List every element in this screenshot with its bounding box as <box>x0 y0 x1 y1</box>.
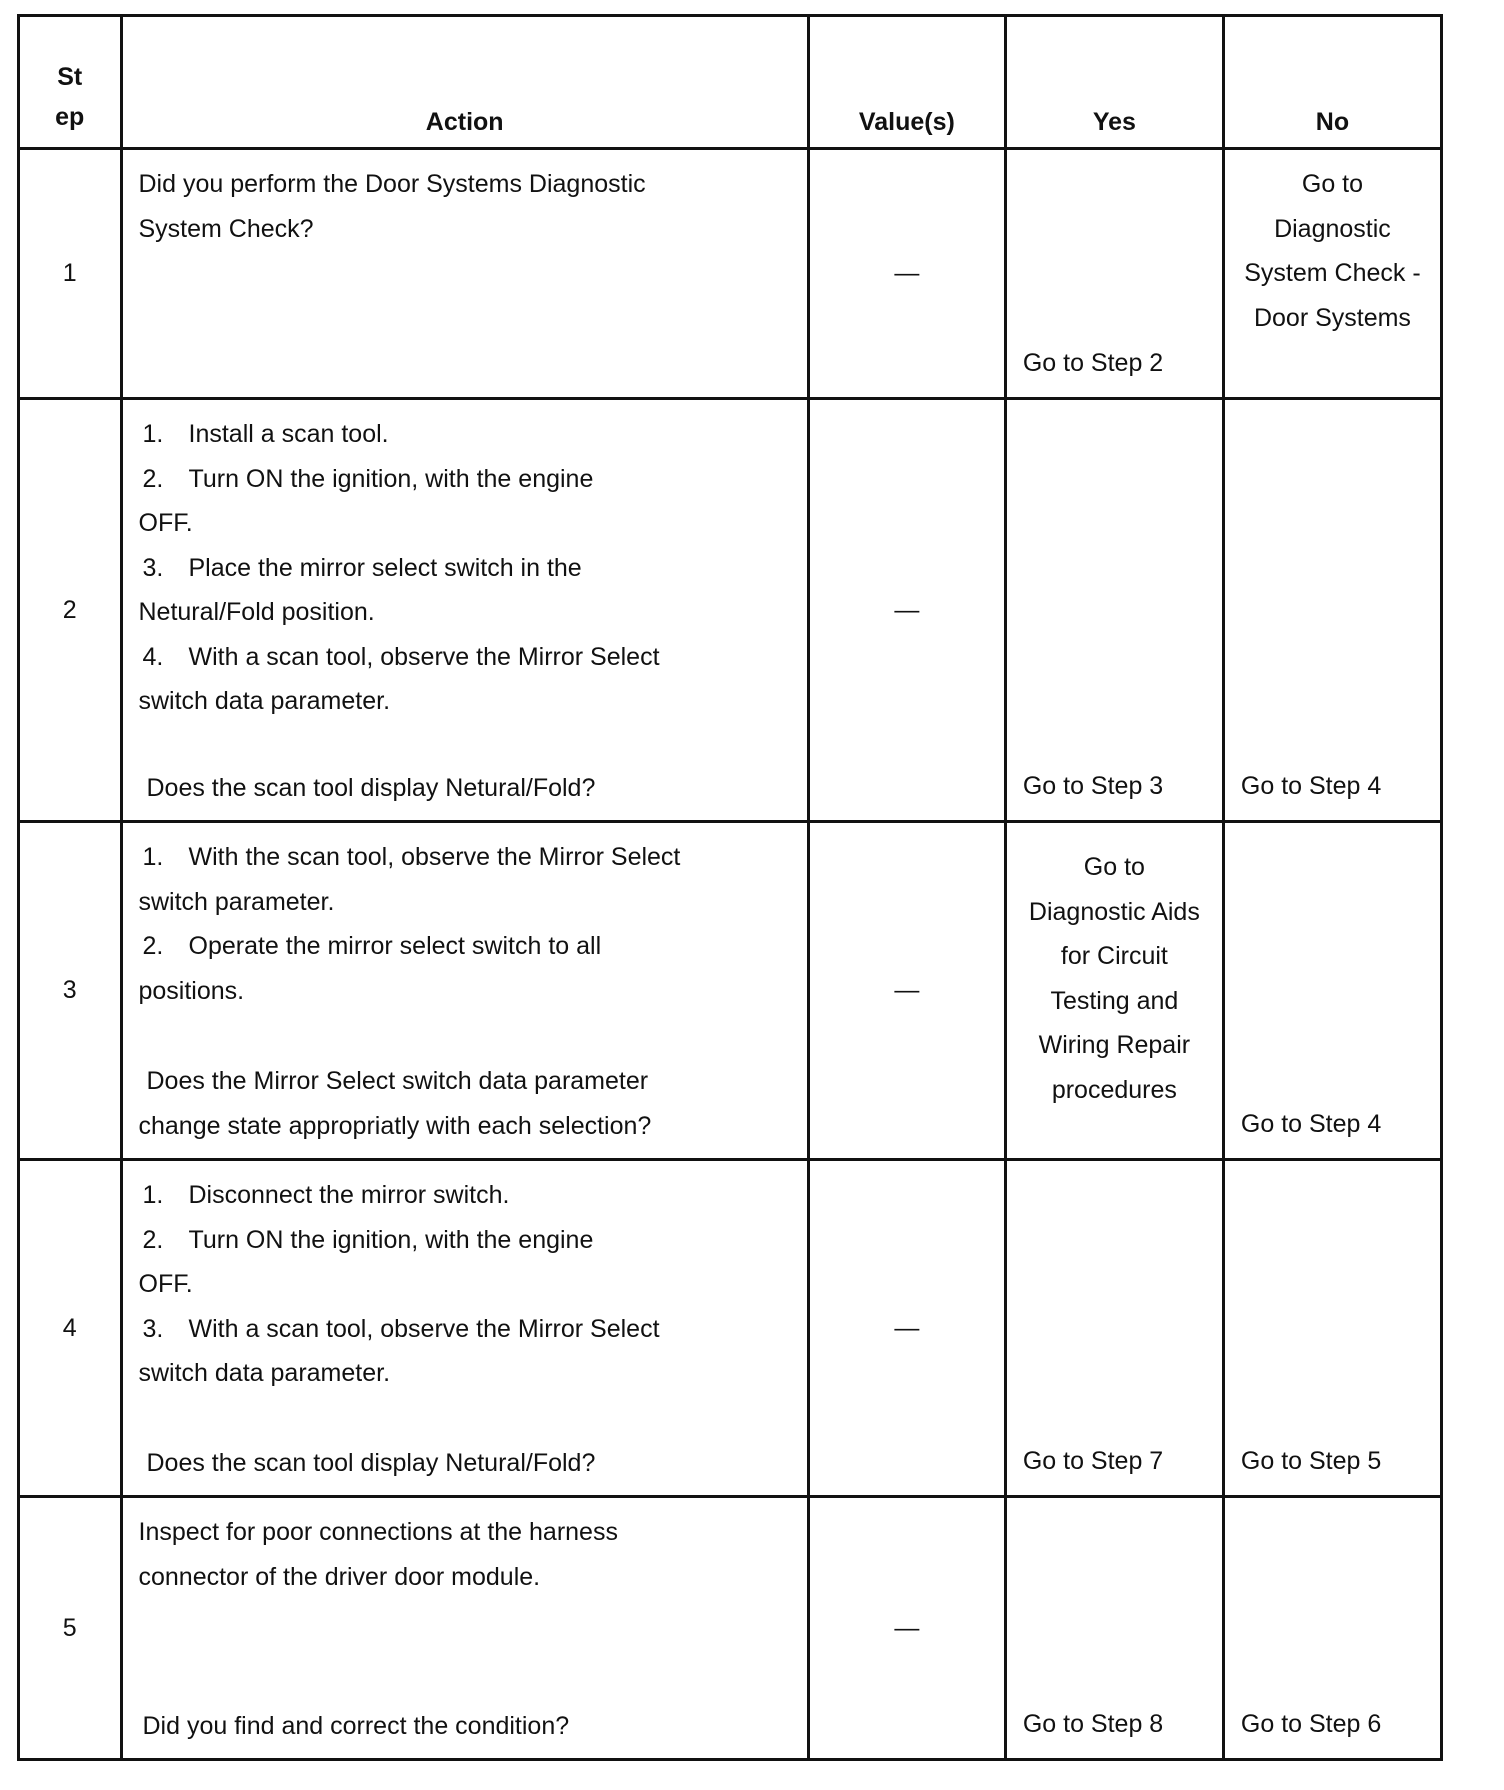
no-cell: Go to Diagnostic System Check - Door Systems <box>1223 149 1441 399</box>
action-cell <box>121 399 808 822</box>
list-number: 2. <box>142 1225 164 1254</box>
action-text: Did you perform the Door Systems Diagnostic System Check? <box>138 170 646 243</box>
list-text-cont: positions. <box>138 976 245 1005</box>
list-number: 4. <box>142 642 164 671</box>
value-cell: — <box>808 149 1005 399</box>
action-cell <box>121 149 808 399</box>
action-cell <box>121 822 808 1160</box>
action-question <box>139 1059 791 1148</box>
list-item <box>139 1307 791 1396</box>
value-cell: — <box>808 1160 1005 1497</box>
header-step: St ep <box>19 16 122 149</box>
header-action: Action <box>121 16 808 149</box>
action-question: Did you find and correct the condition? <box>142 1711 570 1740</box>
value-cell: — <box>808 822 1005 1160</box>
step-number: 1 <box>19 149 122 399</box>
list-item <box>139 546 791 635</box>
list-item <box>139 635 791 724</box>
action-list <box>139 835 791 1013</box>
list-text: Install a scan tool. <box>188 420 389 448</box>
list-item <box>139 457 791 546</box>
list-number: 3. <box>142 1314 164 1343</box>
header-yes: Yes <box>1005 16 1223 149</box>
list-number: 2. <box>142 932 164 960</box>
list-item <box>139 412 791 457</box>
table-row <box>19 399 1442 822</box>
yes-cell: Go to Diagnostic Aids for Circuit Testing and Wiring Repair procedures <box>1005 822 1223 1160</box>
list-text-cont: Netural/Fold position. <box>138 598 375 626</box>
list-text: Place the mirror select switch in the <box>188 553 582 582</box>
diagnostic-table <box>17 14 1443 1761</box>
list-text-cont: switch data parameter. <box>138 687 391 715</box>
action-cell <box>121 1497 808 1760</box>
list-number: 1. <box>142 1181 164 1209</box>
list-text: Turn ON the ignition, with the engine <box>188 464 594 493</box>
no-cell: Go to Step 5 <box>1223 1160 1441 1497</box>
question-line: change state appropriatly with each selection? <box>138 1111 652 1140</box>
header-row <box>19 16 1442 149</box>
action-line: Inspect for poor connections at the harness <box>138 1518 618 1546</box>
action-question: Does the scan tool display Netural/Fold? <box>146 1448 596 1477</box>
table-row <box>19 822 1442 1160</box>
list-text: Operate the mirror select switch to all <box>188 932 602 960</box>
action-list <box>139 412 791 724</box>
list-text-cont: switch parameter. <box>138 887 335 916</box>
yes-cell: Go to Step 2 <box>1005 149 1223 399</box>
list-item <box>139 835 791 924</box>
yes-cell: Go to Step 3 <box>1005 399 1223 822</box>
no-cell: Go to Step 4 <box>1223 399 1441 822</box>
list-number: 2. <box>142 464 164 493</box>
action-cell <box>121 1160 808 1497</box>
no-cell: Go to Step 6 <box>1223 1497 1441 1760</box>
list-text: With the scan tool, observe the Mirror Select <box>188 843 681 871</box>
header-no: No <box>1223 16 1441 149</box>
list-number: 1. <box>142 420 164 448</box>
list-text: With a scan tool, observe the Mirror Select <box>188 1314 660 1343</box>
list-item <box>139 1218 791 1307</box>
yes-cell: Go to Step 7 <box>1005 1160 1223 1497</box>
list-number: 1. <box>142 843 164 871</box>
list-number: 3. <box>142 553 164 582</box>
list-text: With a scan tool, observe the Mirror Select <box>188 642 660 671</box>
table-row <box>19 149 1442 399</box>
header-values: Value(s) <box>808 16 1005 149</box>
step-number: 5 <box>19 1497 122 1760</box>
list-text-cont: OFF. <box>138 509 193 537</box>
action-text <box>139 1510 791 1599</box>
list-text-cont: OFF. <box>138 1270 193 1298</box>
step-number: 2 <box>19 399 122 822</box>
step-number: 3 <box>19 822 122 1160</box>
list-text-cont: switch data parameter. <box>138 1359 391 1387</box>
step-number: 4 <box>19 1160 122 1497</box>
yes-cell: Go to Step 8 <box>1005 1497 1223 1760</box>
action-list <box>139 1173 791 1396</box>
action-question: Does the scan tool display Netural/Fold? <box>146 773 596 802</box>
list-text: Turn ON the ignition, with the engine <box>188 1225 594 1254</box>
value-cell: — <box>808 1497 1005 1760</box>
table-row <box>19 1497 1442 1760</box>
action-line: connector of the driver door module. <box>138 1562 541 1591</box>
table-row <box>19 1160 1442 1497</box>
no-cell: Go to Step 4 <box>1223 822 1441 1160</box>
question-line: Does the Mirror Select switch data parameter <box>146 1067 649 1095</box>
value-cell: — <box>808 399 1005 822</box>
list-item <box>139 1173 791 1218</box>
list-item <box>139 924 791 1013</box>
list-text: Disconnect the mirror switch. <box>188 1181 510 1209</box>
